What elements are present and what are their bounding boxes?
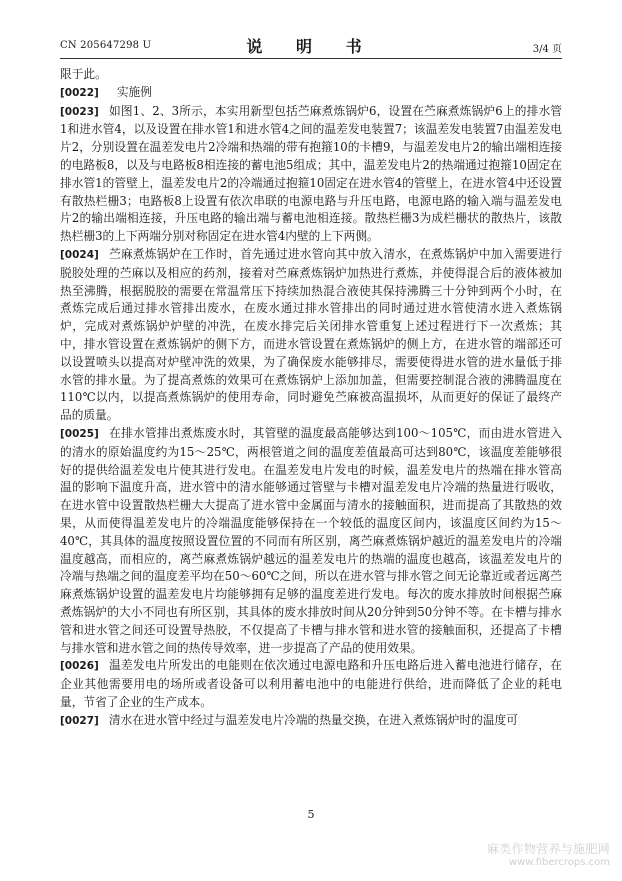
paragraph-text: 温差发电片所发出的电能则在依次通过电源电路和升压电路后进入蓄电池进行储存，在企业其他需要用电的场所或者设备可以利用蓄电池中的电能进行供给，进而降低了企业的耗电量，节省了企业的生产成本。 xyxy=(60,658,562,709)
paragraph-text: 在排水管排出煮炼废水时，其管壁的温度最高能够达到100～105℃，而由进水管进入的清水的原始温度约为15～25℃，两根管道之间的温度差值最高可达到80℃，该温度差能够很好的提供给温差发电片使其进行发电。在温差发电片发电的时候，温差发电片的热端在排水管高温的影响下温度升高，进水管中的清水能够通过管壁与卡槽对温差发电片冷端的热量进行吸收，在进水管中设置散热栏栅大大提高了进水管中金属面与清水的接触面积，进而提高了其散热的效果，从而使得温差发电片的冷端温度能够保持在一个较低的温度区间内，该温度区间约为15～40℃，其具体的温度按照设置位置的不同而有所区别，离苎麻煮炼锅炉越近的温差发电片的冷端温度越高，而相应的，离苎麻煮炼锅炉越远的温差发电片的热端的温度也越高，该温差发电片的冷端与热端之间的温度差平均在50～60℃之间，所以在进水管与排水管之间无论靠近或者远离苎麻煮炼锅炉设置的温差发电片均能够拥有足够的温度差进行发电。每次的废水排放时间根据苎麻煮炼锅炉的大小不同也有所区别，其具体的废水排放时间从20分钟到50分钟不等。在卡槽与排水管和进水管之间还可设置导热胶，不仅提高了卡槽与排水管和进水管的接触面积，还提高了卡槽与排水管和进水管之间的热传导效率，进一步提高了产品的使用效果。 xyxy=(60,425,562,655)
watermark xyxy=(472,840,610,868)
document-body xyxy=(60,66,562,730)
page-number: 5 xyxy=(307,808,315,821)
paragraph-0024 xyxy=(60,246,562,425)
watermark-url: www.fibercrops.com xyxy=(508,857,610,868)
paragraph-text: 清水在进水管中经过与温差发电片冷端的热量交换，在进入煮炼锅炉时的温度可 xyxy=(108,712,518,727)
paragraph-id: [0027] xyxy=(60,714,99,727)
document-title: 说 明 书 xyxy=(246,37,376,56)
page-header xyxy=(60,34,562,59)
paragraph-id: [0023] xyxy=(60,105,99,118)
paragraph-id: [0025] xyxy=(60,427,99,440)
patent-number: CN 205647298 U xyxy=(60,40,152,51)
page-indicator: 3/4 页 xyxy=(532,44,562,55)
paragraph-id: [0024] xyxy=(60,248,99,261)
paragraph-id: [0026] xyxy=(60,660,99,673)
section-heading xyxy=(60,84,562,103)
opening-line: 限于此。 xyxy=(60,67,107,81)
paragraph-0023 xyxy=(60,103,562,246)
paragraph-text: 如图1、2、3所示，本实用新型包括苎麻煮炼锅炉6，设置在苎麻煮炼锅炉6上的排水管1和进水管4，以及设置在排水管1和进水管4之间的温差发电装置7；该温差发电装置7由温差发电片2，分别设置在温差发电片2冷端和热端的带有抱箍10的卡槽9，与温差发电片2的输出端相连接的电路板8，以及与电路板8相连接的蓄电池5组成；其中，温差发电片2的热端通过抱箍10固定在排水管1的管壁上，温差发电片2的冷端通过抱箍10固定在进水管4的管壁上，在进水管4中还设置有散热栏栅3；电路板8上设置有依次串联的电源电路与升压电路，电源电路的输入端与温差发电片2的输出端相连接，升压电路的输出端与蓄电池相连接。散热栏栅3为成栏栅状的散热片，该散热栏栅3的上下两端分别对称固定在进水管4内壁的上下两侧。 xyxy=(60,103,562,244)
paragraph-0026 xyxy=(60,657,562,711)
section-id: [0022] xyxy=(60,86,99,99)
paragraph-0027 xyxy=(60,712,562,731)
paragraph-text: 苎麻煮炼锅炉在工作时，首先通过进水管向其中放入清水，在煮炼锅炉中加入需要进行脱胶处理的苎麻以及相应的药剂，接着对苎麻煮炼锅炉加热进行煮炼，并使得混合后的液体被加热至沸腾，根据脱胶的需要在常温常压下持续加热混合液使其保持沸腾三十分钟到两个小时，在煮炼完成后通过排水管排出废水，在废水通过排水管排出的同时通过进水管使清水进入煮炼锅炉，完成对煮炼锅炉炉壁的冲洗，在废水排完后关闭排水管重复上述过程进行下一次煮炼；其中，排水管设置在煮炼锅炉的侧下方，而进水管设置在煮炼锅炉的侧上方，在进水管的端部还可以设置喷头以提高对炉壁冲洗的效果，为了确保废水能够排尽，需要使得进水管的进水量低于排水管的排水量。为了提高煮炼的效果可在煮炼锅炉上添加加盖，但需要控制混合液的沸腾温度在110℃以内，以提高煮炼锅炉的使用寿命，同时避免苎麻被高温损坏，从而更好的保证了最终产品的质量。 xyxy=(60,246,562,423)
watermark-site-name: 麻类作物营养与施肥网 xyxy=(486,842,610,856)
section-title: 实施例 xyxy=(116,84,152,99)
paragraph-0025 xyxy=(60,425,562,657)
